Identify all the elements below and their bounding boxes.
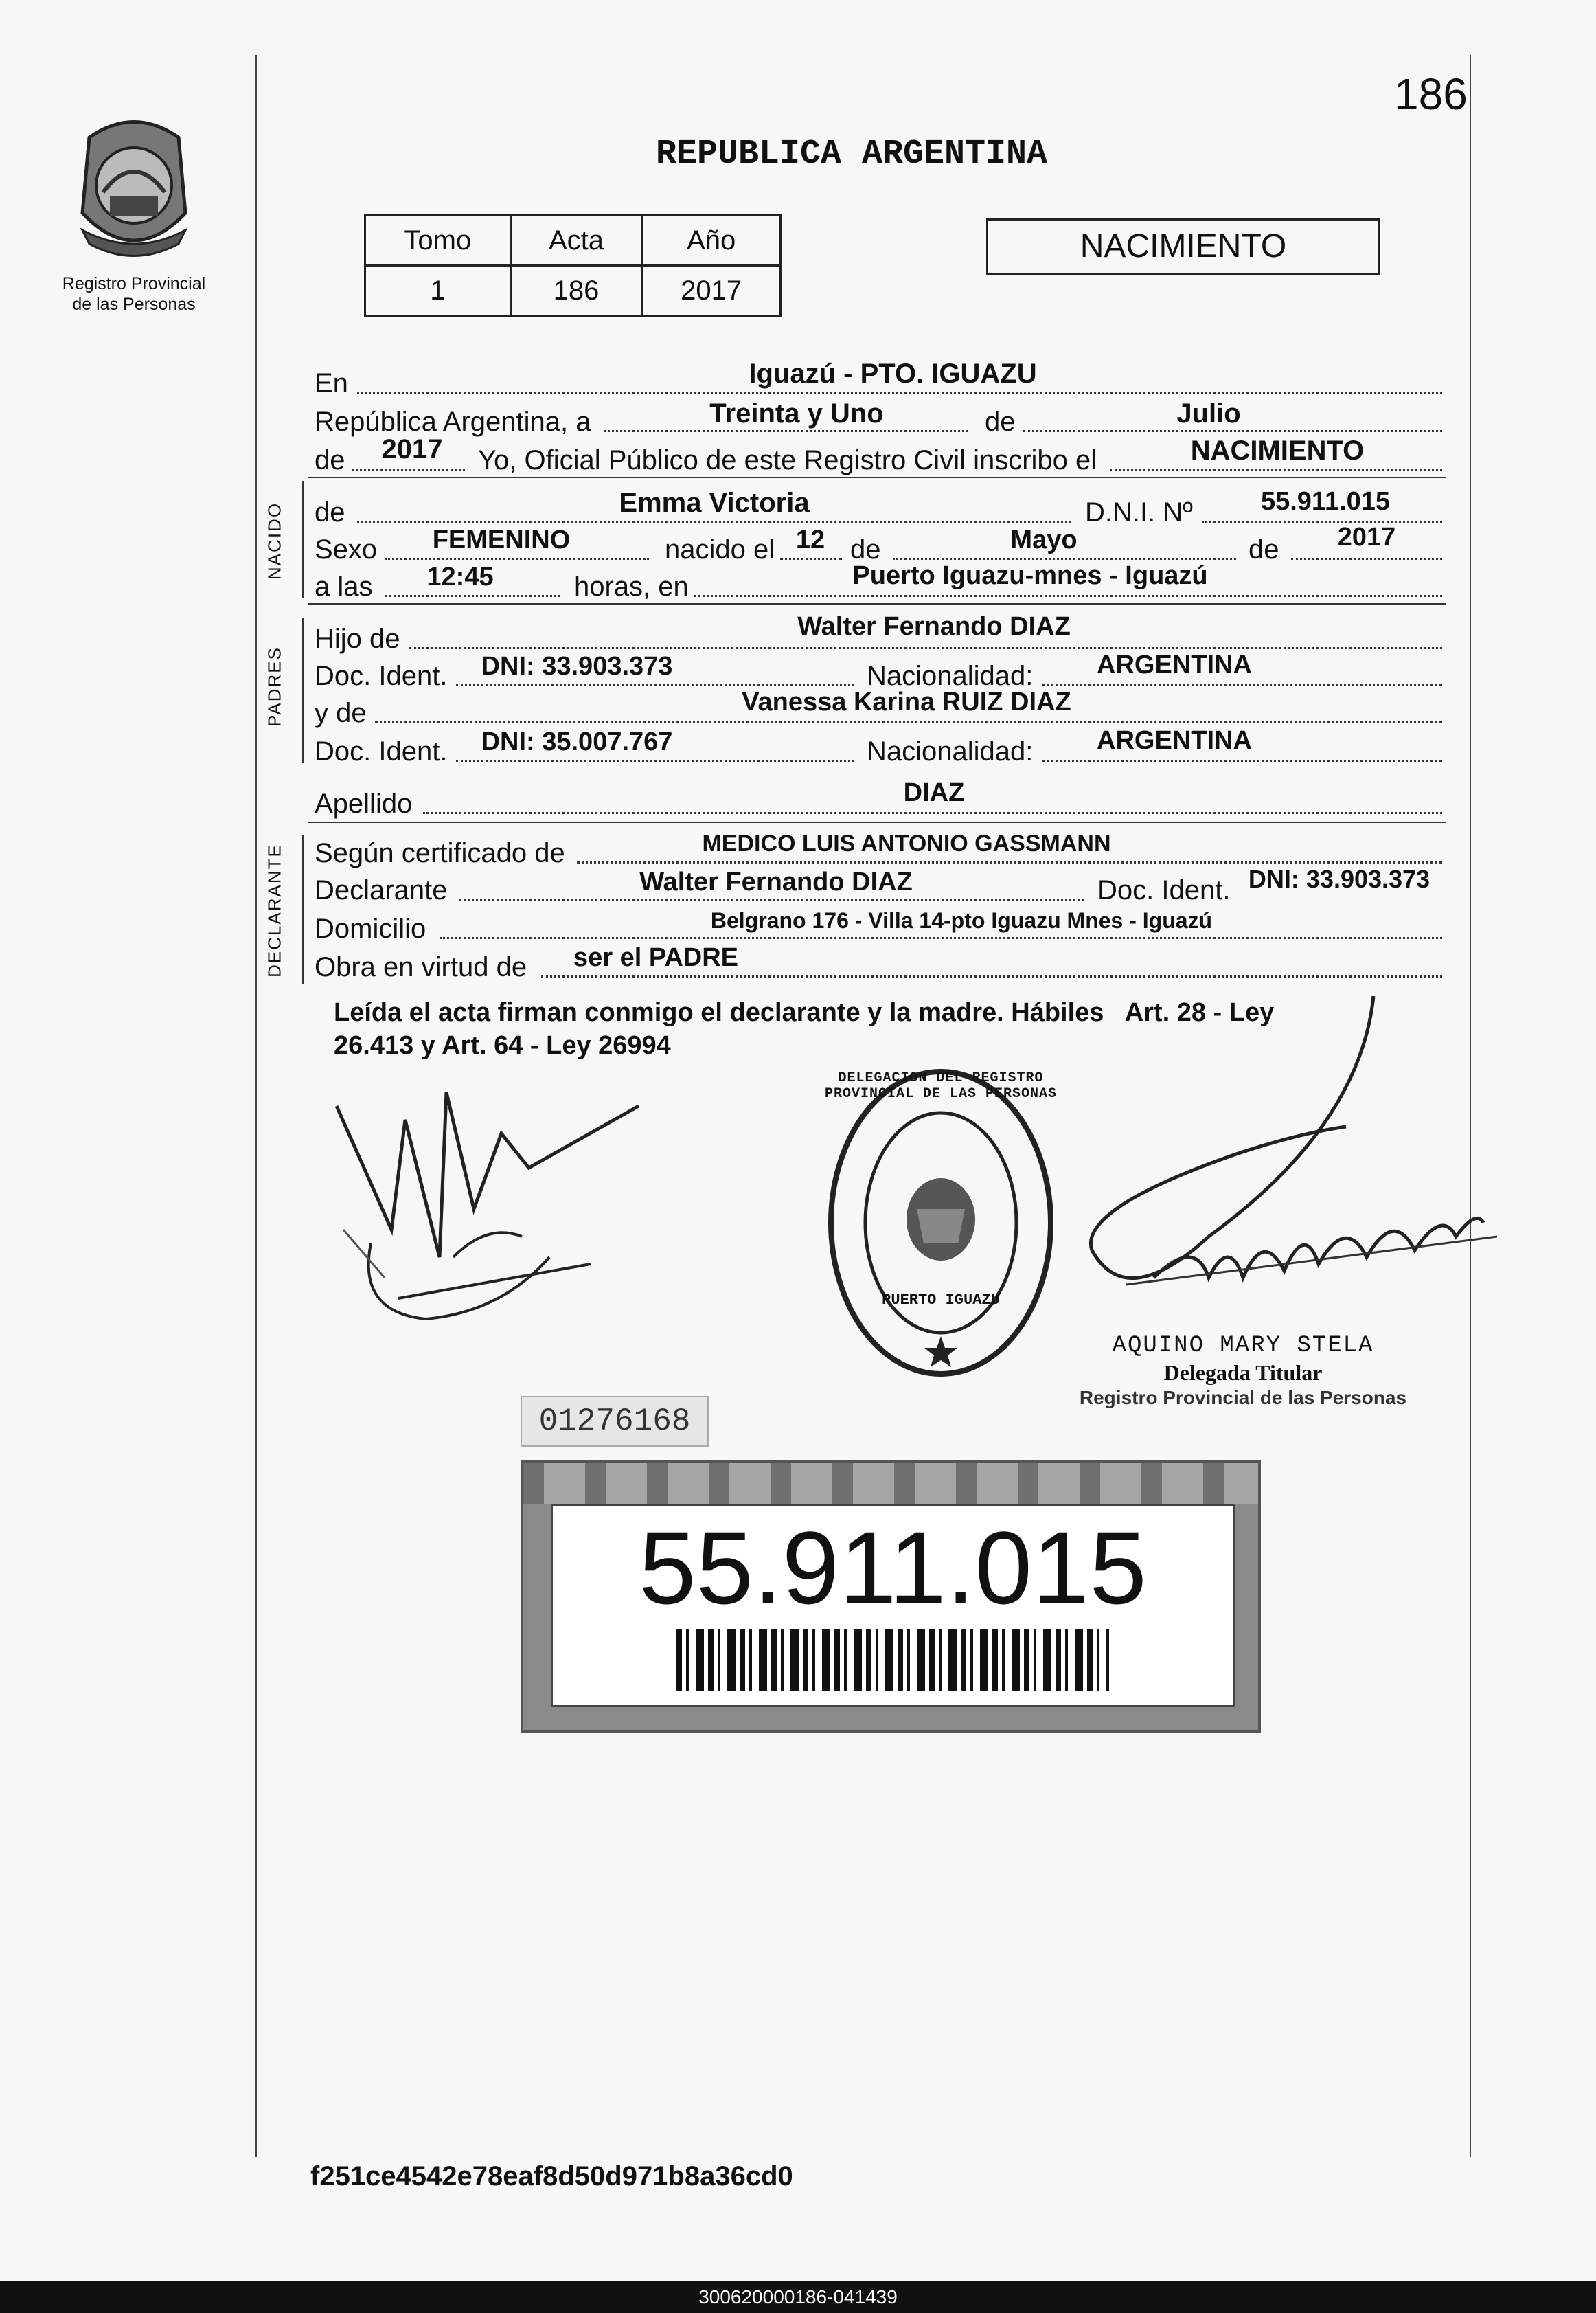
table-value-anio: 2017 (642, 266, 781, 316)
declarante-bracket (302, 835, 304, 984)
inscribo-dots (1110, 469, 1442, 471)
register-table (364, 214, 782, 317)
mother-name-dots (375, 721, 1442, 723)
closing-text-line1: Leída el acta firman conmigo el declarante y la madre. Hábiles Art. 28 - Ley (334, 998, 1275, 1027)
birth-year-dots (1291, 558, 1442, 560)
mother-doc-label: Doc. Ident. (315, 736, 448, 767)
mother-name: Vanessa Karina RUIZ DIAZ (742, 688, 1071, 717)
left-margin-line (255, 55, 257, 2157)
declarante-doc: DNI: 33.903.373 (1248, 865, 1430, 893)
barcode-inner (551, 1504, 1235, 1707)
father-doc: DNI: 33.903.373 (481, 652, 673, 681)
birth-year: 2017 (1337, 523, 1396, 552)
year-dots (352, 469, 465, 471)
de3-label: de (1249, 534, 1279, 565)
logo-caption-line1: Registro Provincial (62, 274, 206, 293)
father-doc-label: Doc. Ident. (315, 661, 448, 691)
place-value: Puerto Iguazu-mnes - Iguazú (852, 561, 1208, 590)
sexo-dots (385, 558, 649, 560)
stamp-inner-text: PUERTO IGUAZU (882, 1291, 1000, 1309)
name-label: de (315, 497, 345, 528)
table-value-tomo: 1 (365, 266, 511, 316)
page-title: REPUBLICA ARGENTINA (655, 135, 1048, 174)
birth-day: 12 (795, 526, 825, 554)
doc-type-box: NACIMIENTO (986, 218, 1380, 275)
barcode-number: 55.911.015 (639, 1510, 1147, 1625)
father-nat-dots (1042, 684, 1442, 686)
official-signature (1071, 989, 1511, 1346)
footer-bar (0, 2281, 1596, 2313)
father-name-dots (409, 647, 1442, 649)
footer-code: 300620000186-041439 (698, 2286, 898, 2308)
official-office: Registro Provincial de las Personas (1079, 1387, 1407, 1408)
nacido-label: nacido el (665, 534, 775, 565)
obra-value: ser el PADRE (573, 943, 739, 972)
sexo-label: Sexo (315, 534, 378, 565)
table-header-anio: Año (642, 216, 781, 266)
barcode-label (521, 1460, 1261, 1733)
day-value: Treinta y Uno (709, 398, 884, 429)
father-doc-dots (456, 684, 854, 686)
month-dots (1023, 430, 1442, 432)
side-label-padres: PADRES (264, 646, 285, 727)
official-block (1071, 1333, 1415, 1409)
name-value: Emma Victoria (619, 488, 810, 518)
official-name: AQUINO MARY STELA (1112, 1333, 1374, 1359)
seal-icon (69, 110, 199, 268)
mother-nat-dots (1042, 760, 1442, 762)
birth-month: Mayo (1010, 526, 1078, 554)
en-value: Iguazú - PTO. IGUAZU (749, 359, 1037, 389)
inscribo-value: NACIMIENTO (1190, 436, 1365, 466)
divider-2 (308, 603, 1446, 605)
divider-1 (308, 477, 1446, 478)
place-dots (694, 595, 1442, 597)
yde-label: y de (315, 698, 367, 728)
hijo-label: Hijo de (315, 624, 400, 654)
divider-3 (308, 822, 1446, 823)
province-logo (69, 110, 199, 268)
apellido-value: DIAZ (903, 778, 965, 807)
side-label-nacido: NACIDO (264, 501, 285, 580)
mother-nat-label: Nacionalidad: (867, 736, 1034, 767)
year-prefix: de (315, 445, 345, 475)
year-value: 2017 (381, 434, 443, 464)
mother-nat: ARGENTINA (1097, 726, 1252, 755)
domicilio-label: Domicilio (315, 914, 426, 944)
en-label: En (315, 368, 348, 398)
dni-label: D.N.I. Nº (1085, 497, 1193, 528)
horas-label: horas, en (574, 572, 689, 602)
barcode-pattern-top (523, 1463, 1258, 1504)
alas-label: a las (315, 572, 373, 602)
de2-label: de (850, 534, 881, 565)
republica-label: República Argentina, a (315, 407, 591, 437)
closing-text-line2: 26.413 y Art. 64 - Ley 26994 (334, 1031, 671, 1060)
day-dots (604, 430, 968, 432)
mother-doc-dots (456, 760, 854, 762)
declarante-doc-label: Doc. Ident. (1097, 875, 1231, 905)
de-label: de (985, 407, 1016, 437)
logo-caption-line2: de las Personas (72, 295, 196, 314)
inscribo-label: Yo, Oficial Público de este Registro Civil inscribo el (478, 445, 1097, 475)
table-value-acta: 186 (510, 266, 642, 316)
official-role: Delegada Titular (1163, 1360, 1323, 1385)
serial-number: 01276168 (521, 1396, 709, 1447)
month-value: Julio (1176, 398, 1241, 429)
declarant-signature (330, 1051, 659, 1340)
obra-dots (541, 975, 1442, 978)
table-header-tomo: Tomo (365, 216, 511, 266)
mother-doc: DNI: 35.007.767 (481, 727, 673, 756)
birth-month-dots (893, 558, 1236, 560)
nacido-bracket (302, 481, 304, 598)
birth-day-dots (780, 558, 842, 560)
page-number: 186 (1394, 69, 1468, 119)
logo-caption (41, 273, 227, 315)
en-dots (357, 392, 1442, 394)
dni-value: 55.911.015 (1260, 487, 1391, 516)
domicilio-value: Belgrano 176 - Villa 14-pto Iguazu Mnes - Iguazú (710, 908, 1213, 933)
official-stamp (824, 1065, 1058, 1381)
obra-label: Obra en virtud de (315, 952, 527, 982)
certificado-dots (577, 861, 1442, 864)
sexo-value: FEMENINO (432, 526, 571, 554)
table-header-acta: Acta (510, 216, 642, 266)
father-nat-label: Nacionalidad: (867, 661, 1034, 691)
certificado-label: Según certificado de (315, 838, 565, 868)
name-dots (357, 521, 1071, 523)
domicilio-dots (440, 937, 1442, 939)
declarante-dots (459, 899, 1084, 901)
padres-bracket (302, 618, 304, 763)
certificado-value: MEDICO LUIS ANTONIO GASSMANN (702, 831, 1111, 857)
stamp-text: DELEGACION DEL REGISTRO PROVINCIAL DE LAS PERSONAS (824, 1070, 1058, 1102)
father-name: Walter Fernando DIAZ (797, 612, 1071, 641)
apellido-label: Apellido (315, 789, 413, 819)
side-label-declarante: DECLARANTE (264, 844, 285, 978)
declarante-value: Walter Fernando DIAZ (639, 868, 913, 896)
declarante-label: Declarante (315, 875, 448, 905)
apellido-dots (423, 812, 1442, 814)
barcode-bars (676, 1629, 1109, 1691)
time-value: 12:45 (426, 563, 494, 591)
document-hash: f251ce4542e78eaf8d50d971b8a36cd0 (310, 2161, 793, 2191)
time-dots (385, 595, 560, 597)
father-nat: ARGENTINA (1097, 651, 1252, 679)
